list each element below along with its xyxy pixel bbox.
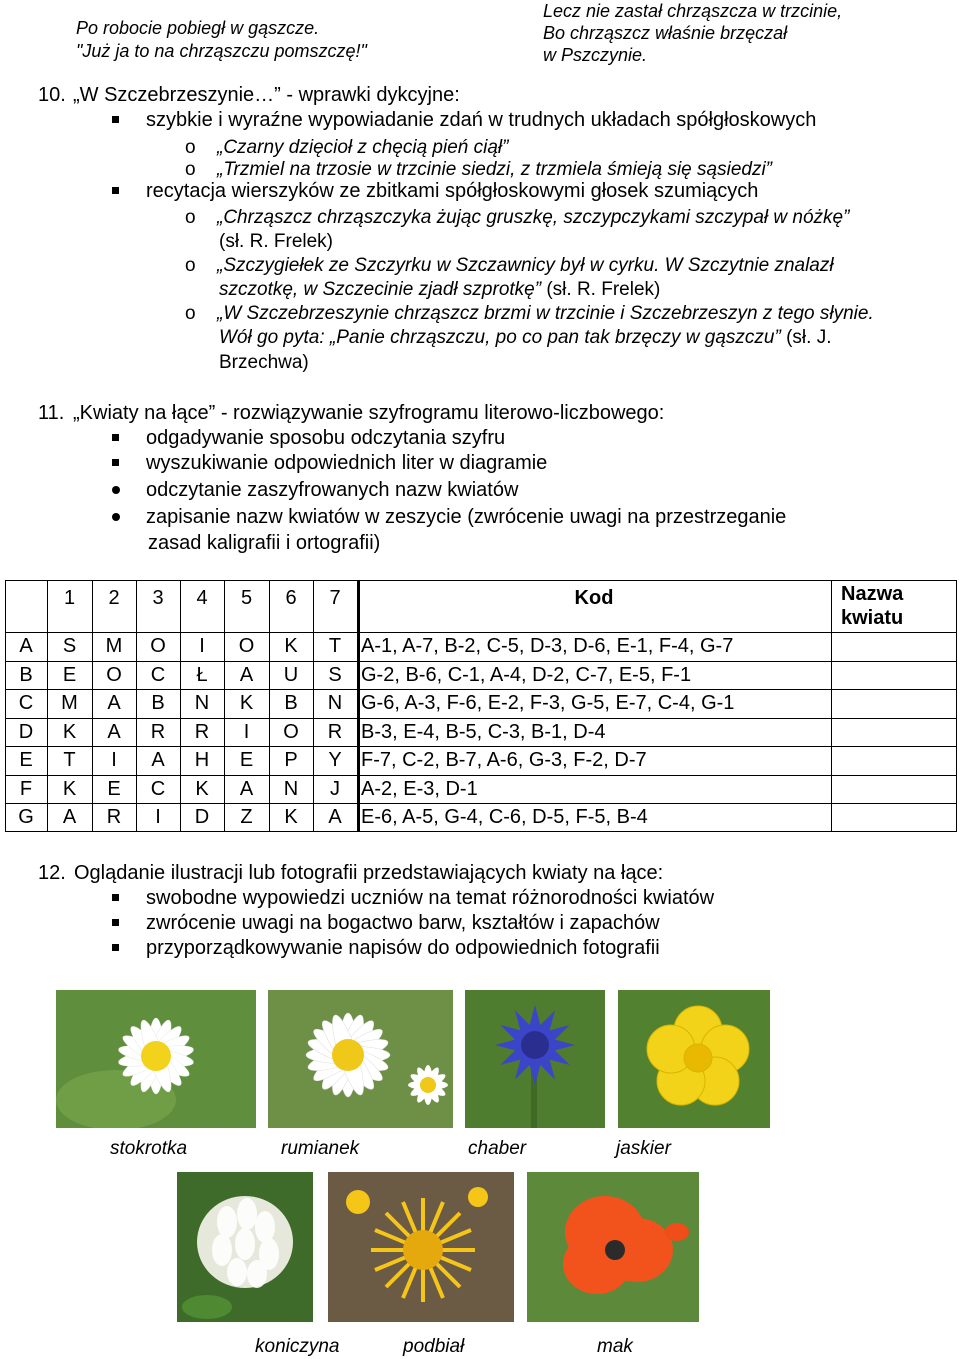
section-11-item-4: zapisanie nazw kwiatów w zeszycie (zwrócenie uwagi na przestrzeganie — [146, 506, 787, 528]
tongue-twister-5-line-1: „W Szczebrzeszynie chrząszcz brzmi w trzcinie i Szczebrzeszyn z tego słynie. — [217, 303, 874, 324]
row-label: D — [18, 720, 34, 743]
square-bullet-icon — [112, 187, 119, 194]
cipher-table — [5, 580, 957, 832]
column-number: 1 — [63, 587, 76, 609]
table-rule — [357, 580, 360, 832]
table-rule — [5, 775, 957, 776]
tongue-twister-5-text: Wół go pyta: „Panie chrząszczu, po co pan tak brzęczy w gąszczu” — [219, 327, 781, 348]
code-cell: B-3, E-4, B-5, C-3, B-1, D-4 — [361, 720, 606, 743]
circle-bullet-icon: o — [185, 303, 196, 324]
column-number: 7 — [329, 587, 341, 609]
circle-bullet-icon: o — [185, 159, 196, 180]
column-number: 6 — [285, 587, 297, 609]
tongue-twister-4-line-2 — [219, 278, 660, 302]
code-header: Kod — [574, 587, 614, 609]
column-number: 5 — [240, 587, 253, 609]
grid-letter: K — [62, 777, 77, 800]
grid-letter: O — [238, 635, 255, 657]
daisy-photo — [56, 990, 256, 1128]
grid-letter: Ł — [196, 663, 208, 686]
square-bullet-icon — [112, 944, 119, 951]
circle-bullet-icon: o — [185, 207, 196, 228]
table-rule — [5, 580, 957, 581]
row-label: B — [19, 663, 33, 686]
table-rule — [313, 580, 314, 832]
cornflower-photo — [465, 990, 605, 1128]
table-rule — [5, 580, 6, 832]
poem-right — [543, 0, 842, 66]
grid-letter: M — [105, 635, 123, 657]
section-12-item-1: swobodne wypowiedzi uczniów na temat różnorodności kwiatów — [146, 887, 715, 909]
section-11-item-3: odczytanie zaszyfrowanych nazw kwiatów — [146, 479, 519, 501]
grid-letter: A — [151, 749, 165, 772]
code-cell: G-2, B-6, C-1, A-4, D-2, C-7, E-5, F-1 — [361, 663, 692, 686]
grid-letter: C — [150, 663, 166, 686]
grid-letter: O — [106, 663, 122, 686]
code-cell: G-6, A-3, F-6, E-2, F-3, G-5, E-7, C-4, G-1 — [361, 692, 735, 715]
tongue-twister-3: „Chrząszcz chrząszczyka żując gruszkę, szczypczykami szczypał w nóżkę” — [217, 207, 850, 228]
flower-name-cell — [831, 803, 957, 832]
tongue-twister-1: „Czarny dzięcioł z chęcią pień ciął” — [217, 137, 509, 158]
grid-letter: A — [62, 806, 77, 829]
tongue-twister-5-credit-line-2: Brzechwa) — [219, 352, 309, 373]
grid-letter: I — [199, 635, 205, 657]
flower-name-header: Nazwa kwiatu — [841, 583, 904, 629]
grid-letter: H — [194, 749, 210, 772]
caption-coltsfoot: podbiał — [403, 1336, 465, 1357]
round-bullet-icon — [112, 486, 120, 494]
row-label: G — [18, 806, 34, 829]
buttercup-photo — [618, 990, 770, 1128]
grid-letter: I — [243, 720, 250, 743]
section-10-number: 10. — [38, 84, 66, 106]
table-rule — [956, 580, 957, 832]
grid-letter: A — [107, 720, 121, 743]
section-10-title: „W Szczebrzeszynie…” - wprawki dykcyjne: — [73, 84, 460, 106]
grid-letter: K — [195, 777, 209, 800]
grid-letter: K — [284, 635, 298, 657]
tongue-twister-4-text: szczotkę, w Szczecinie zjadł szprotkę” — [219, 279, 542, 300]
table-rule — [5, 661, 957, 662]
tongue-twister-2: „Trzmiel na trzosie w trzcinie siedzi, z trzmiela śmieją się sąsiedzi” — [217, 159, 772, 180]
caption-buttercup: jaskier — [616, 1138, 671, 1159]
table-rule — [5, 803, 957, 804]
section-11-title: „Kwiaty na łące” - rozwiązywanie szyfrogramu literowo-liczbowego: — [73, 402, 665, 424]
row-label: F — [19, 777, 33, 800]
poem-left-line-1: Po robocie pobiegł w gąszcze. — [76, 18, 320, 38]
section-12-item-3: przyporządkowywanie napisów do odpowiednich fotografii — [146, 937, 660, 959]
flower-name-cell — [831, 775, 957, 804]
section-12-item-2: zwrócenie uwagi na bogactwo barw, kształtów i zapachów — [146, 912, 660, 934]
square-bullet-icon — [112, 116, 119, 123]
grid-letter: O — [283, 720, 299, 743]
code-cell: A-2, E-3, D-1 — [361, 777, 478, 800]
clover-photo — [177, 1172, 313, 1322]
grid-letter: T — [63, 749, 76, 772]
grid-letter: E — [107, 777, 121, 800]
section-11-item-1: odgadywanie sposobu odczytania szyfru — [146, 427, 506, 449]
column-number: 4 — [196, 587, 208, 609]
tongue-twister-3-credit: (sł. R. Frelek) — [219, 231, 333, 252]
table-rule — [831, 580, 832, 832]
caption-chamomile: rumianek — [281, 1138, 360, 1159]
section-11-number: 11. — [38, 402, 65, 424]
grid-letter: Z — [240, 806, 253, 829]
code-cell: E-6, A-5, G-4, C-6, D-5, F-5, B-4 — [361, 806, 648, 829]
section-10-bullet-1: szybkie i wyraźne wypowiadanie zdań w trudnych układach spółgłoskowych — [146, 109, 817, 131]
table-rule — [269, 580, 270, 832]
code-cell: A-1, A-7, B-2, C-5, D-3, D-6, E-1, F-4, G-7 — [361, 635, 734, 657]
grid-letter: T — [328, 635, 342, 657]
square-bullet-icon — [112, 919, 119, 926]
flower-name-cell — [831, 689, 957, 718]
grid-letter: M — [61, 692, 78, 715]
table-rule — [136, 580, 137, 832]
grid-letter: E — [62, 663, 77, 686]
column-number: 3 — [152, 587, 164, 609]
section-11-item-2: wyszukiwanie odpowiednich liter w diagramie — [146, 452, 548, 474]
round-bullet-icon — [112, 513, 120, 521]
caption-cornflower: chaber — [468, 1138, 527, 1159]
circle-bullet-icon: o — [185, 255, 196, 276]
grid-letter: R — [150, 720, 166, 743]
grid-letter: A — [239, 663, 254, 686]
flower-name-cell — [831, 746, 957, 775]
square-bullet-icon — [112, 894, 119, 901]
row-label: C — [18, 692, 34, 715]
section-10-bullet-2: recytacja wierszyków ze zbitkami spółgłoskowymi głosek szumiących — [146, 180, 759, 202]
flower-name-cell — [831, 632, 957, 661]
caption-clover: koniczyna — [255, 1336, 340, 1357]
grid-letter: I — [111, 749, 117, 772]
grid-letter: U — [283, 663, 299, 686]
grid-letter: R — [194, 720, 210, 743]
table-rule — [5, 831, 957, 832]
table-rule — [47, 580, 48, 832]
grid-letter: P — [284, 749, 298, 772]
flower-name-cell — [831, 661, 957, 690]
grid-letter: K — [284, 806, 298, 829]
chamomile-photo — [268, 990, 453, 1128]
grid-letter: E — [239, 749, 254, 772]
grid-letter: N — [194, 692, 210, 715]
table-rule — [5, 689, 957, 690]
grid-letter: J — [330, 777, 340, 800]
table-rule — [180, 580, 181, 832]
poppy-photo — [527, 1172, 699, 1322]
section-11-item-4-cont: zasad kaligrafii i ortografii) — [148, 532, 381, 554]
square-bullet-icon — [112, 459, 119, 466]
row-label: A — [19, 635, 33, 657]
poem-left-line-2: "Już ja to na chrząszczu pomszczę!" — [76, 41, 367, 61]
row-label: E — [19, 749, 33, 772]
grid-letter: B — [284, 692, 298, 715]
poem-right-line-2: Bo chrząszcz właśnie brzęczał — [543, 23, 788, 43]
grid-letter: D — [194, 806, 210, 829]
poem-right-line-1: Lecz nie zastał chrząszcza w trzcinie, — [543, 1, 843, 21]
table-rule — [5, 718, 957, 719]
flower-name-cell — [831, 718, 957, 747]
grid-letter: B — [151, 692, 165, 715]
coltsfoot-photo — [328, 1172, 514, 1322]
grid-letter: A — [328, 806, 342, 829]
square-bullet-icon — [112, 434, 119, 441]
tongue-twister-4-line-1: „Szczygiełek ze Szczyrku w Szczawnicy był w cyrku. W Szczytnie znalazł — [217, 255, 834, 276]
column-number: 2 — [108, 587, 120, 609]
poem-left — [76, 17, 367, 63]
grid-letter: A — [239, 777, 254, 800]
grid-letter: O — [150, 635, 166, 657]
table-rule — [224, 580, 225, 832]
section-12-number: 12. — [38, 862, 66, 884]
poem-right-line-3: w Pszczynie. — [543, 45, 648, 65]
table-rule — [5, 632, 957, 633]
grid-letter: C — [150, 777, 166, 800]
section-12-title: Oglądanie ilustracji lub fotografii przedstawiających kwiaty na łące: — [74, 862, 664, 884]
tongue-twister-5-credit: (sł. J. — [780, 327, 832, 348]
tongue-twister-5-line-2 — [219, 326, 831, 350]
table-rule — [92, 580, 93, 832]
caption-poppy: mak — [597, 1336, 633, 1357]
grid-letter: K — [239, 692, 254, 715]
grid-letter: Y — [328, 749, 342, 772]
caption-daisy: stokrotka — [110, 1138, 188, 1159]
code-cell: F-7, C-2, B-7, A-6, G-3, F-2, D-7 — [361, 749, 647, 772]
grid-letter: I — [155, 806, 161, 829]
grid-letter: N — [327, 692, 343, 715]
table-rule — [5, 746, 957, 747]
grid-letter: A — [107, 692, 121, 715]
circle-bullet-icon: o — [185, 137, 196, 158]
grid-letter: R — [106, 806, 122, 829]
grid-letter: K — [62, 720, 77, 743]
grid-letter: R — [327, 720, 343, 743]
tongue-twister-4-credit: (sł. R. Frelek) — [541, 279, 661, 300]
grid-letter: N — [283, 777, 299, 800]
grid-letter: S — [328, 663, 342, 686]
grid-letter: S — [62, 635, 77, 657]
